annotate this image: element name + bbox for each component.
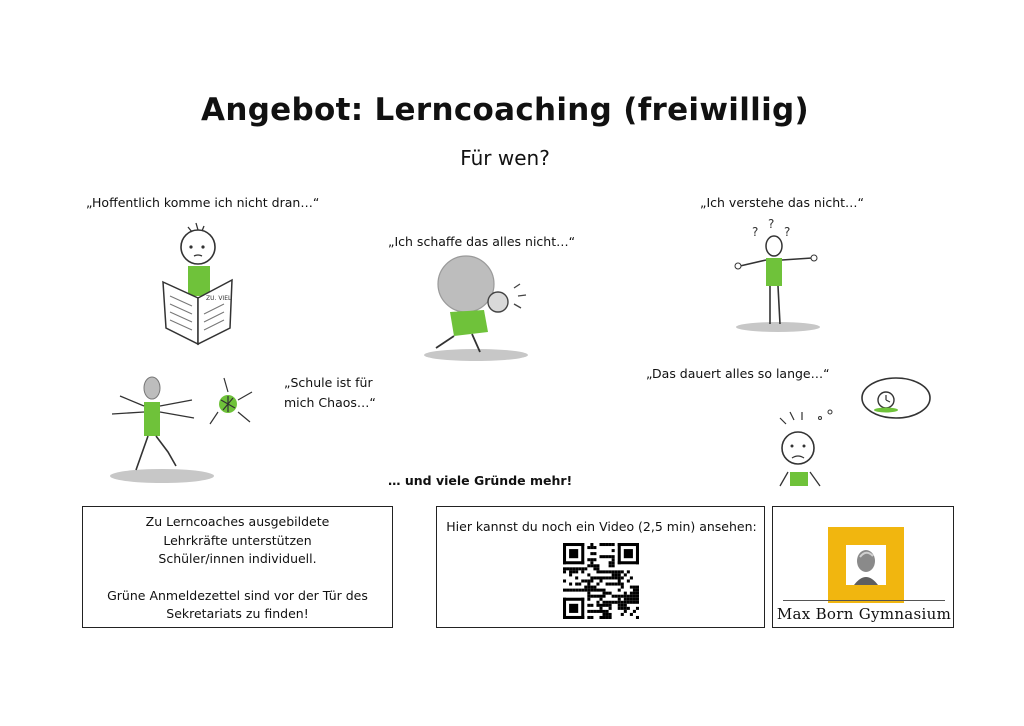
info-line-4: Grüne Anmeldezettel sind vor der Tür des: [107, 587, 368, 603]
svg-text:?: ?: [768, 217, 775, 231]
confused-person-illustration: [730, 214, 826, 338]
slow-person-illustration: [774, 372, 936, 490]
quote-chaos-line2: mich Chaos…“: [284, 395, 376, 410]
overwhelmed-person-illustration: [414, 252, 538, 364]
quote-confused: „Ich verstehe das nicht…“: [700, 195, 864, 210]
logo-divider: [783, 600, 945, 601]
video-box: [436, 506, 765, 628]
qr-code[interactable]: [563, 543, 639, 619]
info-line-2: Lehrkräfte unterstützen: [163, 532, 312, 548]
chaos-person-illustration: [100, 372, 260, 486]
quote-slow: „Das dauert alles so lange…“: [646, 366, 830, 381]
info-box: [82, 506, 393, 628]
page-subtitle: Für wen?: [460, 146, 550, 170]
svg-text:?: ?: [752, 225, 759, 239]
school-logo: [828, 527, 904, 603]
quote-overwhelmed: „Ich schaffe das alles nicht…“: [388, 234, 576, 249]
info-line-3: Schüler/innen individuell.: [158, 551, 317, 566]
school-name: Max Born Gymnasium: [776, 605, 952, 623]
reading-person-illustration: [158, 218, 238, 346]
svg-text:?: ?: [784, 225, 791, 239]
page-title: Angebot: Lerncoaching (freiwillig): [201, 92, 809, 128]
info-spacer: [83, 569, 392, 587]
portrait-frame: [846, 545, 886, 585]
info-line-5: Sekretariats zu finden!: [166, 606, 309, 621]
portrait-icon: [846, 545, 886, 585]
quote-chaos-line1: „Schule ist für: [284, 375, 373, 390]
newspaper-text: ZU. VIEL: [206, 295, 232, 302]
video-box-text: Hier kannst du noch ein Video (2,5 min) ansehen:: [446, 519, 757, 534]
info-line-1: Zu Lerncoaches ausgebildete: [145, 514, 330, 529]
school-logo-box: [772, 506, 954, 628]
quote-reading: „Hoffentlich komme ich nicht dran…“: [86, 195, 320, 210]
more-reasons-text: … und viele Gründe mehr!: [388, 473, 573, 488]
